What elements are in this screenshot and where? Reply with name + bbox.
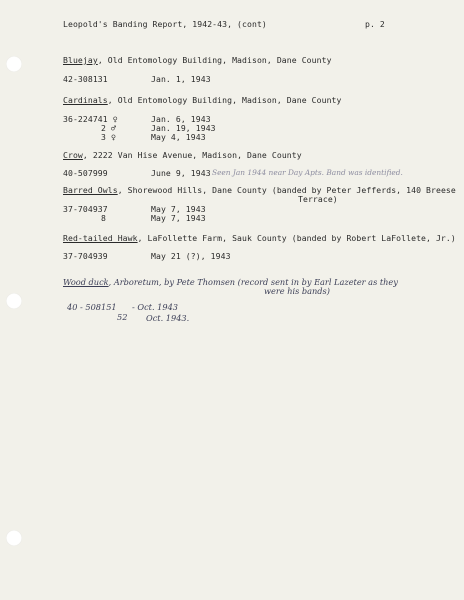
- band-number: 40-507999: [63, 168, 108, 178]
- location: , Old Entomology Building, Madison, Dane County: [97, 55, 332, 65]
- species-name: Wood duck: [63, 277, 109, 287]
- wood-duck-heading: [63, 278, 398, 287]
- location-continued: were his bands): [264, 286, 330, 296]
- punch-hole: [6, 530, 22, 546]
- band-number: 40 - 508151: [67, 302, 117, 312]
- band-number: 52: [117, 312, 128, 322]
- band-date: May 7, 1943: [151, 213, 206, 223]
- cardinals-heading: [63, 96, 342, 105]
- band-number: 2 ♂: [101, 123, 116, 133]
- band-date: Jan. 19, 1943: [151, 123, 216, 133]
- handwritten-note: Seen Jan 1944 near Day Apts. Band was identified.: [212, 168, 403, 177]
- species-name: Cardinals: [63, 95, 108, 105]
- band-number: 37-704939: [63, 251, 108, 261]
- band-date: Jan. 1, 1943: [151, 74, 211, 84]
- bluejay-heading: [63, 56, 332, 65]
- punch-hole: [6, 56, 22, 72]
- location: , 2222 Van Hise Avenue, Madison, Dane County: [82, 150, 302, 160]
- location: , LaFollette Farm, Sauk County (banded by Robert LaFollete, Jr.): [137, 233, 456, 243]
- band-date: May 4, 1943: [151, 132, 206, 142]
- location: , Old Entomology Building, Madison, Dane County: [107, 95, 342, 105]
- species-name: Crow: [63, 150, 83, 160]
- species-name: Barred Owls: [63, 185, 118, 195]
- band-date: - Oct. 1943: [132, 302, 178, 312]
- barred-owls-heading: [63, 186, 456, 195]
- band-date: June 9, 1943: [151, 168, 211, 178]
- band-date: May 21 (?), 1943: [151, 251, 231, 261]
- band-number: 42-308131: [63, 74, 108, 84]
- band-number: 37-704937: [63, 204, 108, 214]
- crow-heading: [63, 151, 302, 160]
- red-tailed-hawk-heading: [63, 234, 456, 243]
- band-number: 36-224741 ♀: [63, 114, 118, 124]
- location-continued: Terrace): [298, 194, 338, 204]
- punch-hole: [6, 293, 22, 309]
- location: , Shorewood Hills, Dane County (banded by Peter Jefferds, 140 Breese: [117, 185, 456, 195]
- band-date: Oct. 1943.: [146, 313, 190, 323]
- location: , Arboretum, by Pete Thomsen (record sent in by Earl Lazeter as they: [108, 277, 398, 287]
- page-number: p. 2: [365, 19, 385, 29]
- band-number: 8: [101, 213, 106, 223]
- band-number: 3 ♀: [101, 132, 116, 142]
- band-date: May 7, 1943: [151, 204, 206, 214]
- species-name: Bluejay: [63, 55, 98, 65]
- report-title: Leopold's Banding Report, 1942-43, (cont): [63, 19, 267, 29]
- band-date: Jan. 6, 1943: [151, 114, 211, 124]
- species-name: Red-tailed Hawk: [63, 233, 138, 243]
